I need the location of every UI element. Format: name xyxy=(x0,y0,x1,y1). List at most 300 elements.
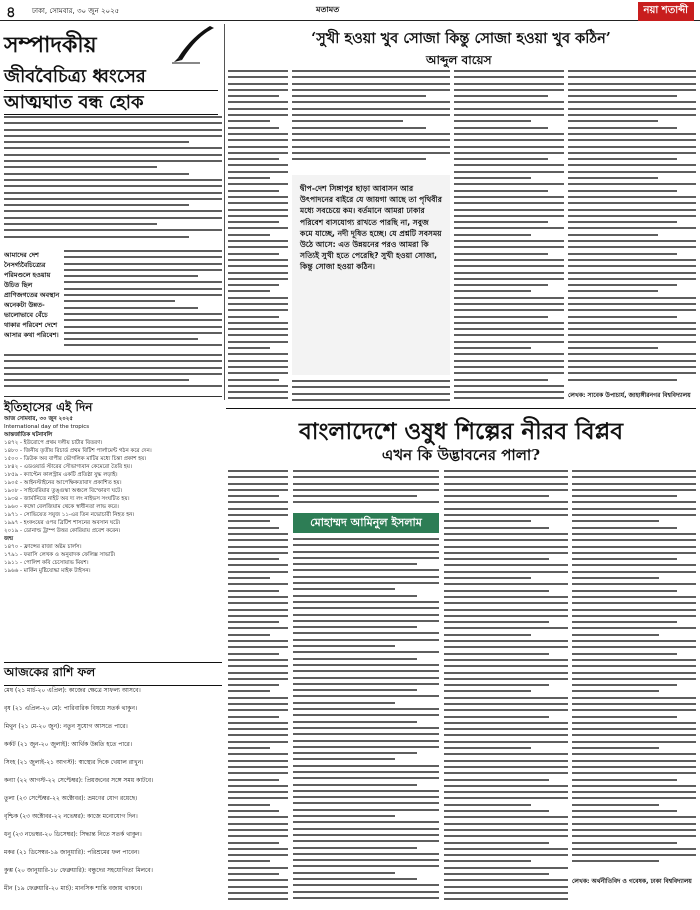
text-line xyxy=(572,609,696,611)
text-line xyxy=(454,290,531,292)
text-line xyxy=(228,316,279,318)
text-line xyxy=(293,840,439,842)
second-article-col-2b xyxy=(293,538,439,906)
text-line xyxy=(444,495,549,497)
text-line xyxy=(293,853,439,855)
text-line xyxy=(454,379,548,381)
text-line xyxy=(64,300,175,302)
text-line xyxy=(292,152,450,154)
text-line xyxy=(454,83,564,85)
text-line xyxy=(292,399,450,401)
text-line xyxy=(228,590,279,592)
text-line xyxy=(572,741,696,743)
text-line xyxy=(568,133,696,135)
text-line xyxy=(228,816,288,818)
text-line xyxy=(454,240,564,242)
text-line xyxy=(568,347,658,349)
text-line xyxy=(454,234,531,236)
text-line xyxy=(454,334,564,336)
text-line xyxy=(572,470,696,472)
text-line xyxy=(228,867,288,869)
text-line xyxy=(454,309,564,311)
list-item: ১৪৭২ - ইউরোপে প্রথম দলীয় চার্টার বিতরণ। xyxy=(4,440,103,446)
text-line xyxy=(228,823,288,825)
text-line xyxy=(293,796,439,798)
text-line xyxy=(572,835,696,837)
text-line xyxy=(454,303,564,305)
text-line xyxy=(444,533,568,535)
text-line xyxy=(444,615,568,617)
text-line xyxy=(568,253,677,255)
list-item: কুম্ভ (২০ জানুয়ারি-১৮ ফেব্রুয়ারি): বন্ধুদের সহযোগিতা মিলবে। xyxy=(4,867,153,874)
text-line xyxy=(454,120,531,122)
text-line xyxy=(568,290,658,292)
text-line xyxy=(293,733,439,735)
text-line xyxy=(572,772,696,774)
text-line xyxy=(4,373,222,375)
text-line xyxy=(228,322,288,324)
text-line xyxy=(64,263,222,265)
text-line xyxy=(228,240,288,242)
text-line xyxy=(454,259,564,261)
text-line xyxy=(228,171,288,173)
text-line xyxy=(228,615,288,617)
text-line xyxy=(228,659,288,661)
text-line xyxy=(293,664,439,666)
section-title: মতামত xyxy=(316,5,340,14)
text-line xyxy=(228,697,288,699)
text-line xyxy=(454,139,564,141)
text-line xyxy=(64,338,198,340)
editorial-title-line: আত্মঘাত বন্ধ হোক xyxy=(4,90,218,115)
text-line xyxy=(292,386,450,388)
text-line xyxy=(568,120,658,122)
text-line xyxy=(228,842,279,844)
list-item: ধনু (২৩ নভেম্বর-২০ ডিসেম্বর): সিদ্ধান্ত নিতে সতর্ক থাকুন। xyxy=(4,831,142,838)
text-line xyxy=(293,695,439,697)
horoscope-list xyxy=(4,682,222,904)
text-line xyxy=(444,779,549,781)
text-line xyxy=(568,164,696,166)
list-item: ১৮৫৯ - ক্যাপ্টেন কালস্ট্রাম একটি প্রতিষ্ঠা যুদ্ধ লড়াই। xyxy=(4,472,118,478)
text-line xyxy=(454,265,564,267)
text-line xyxy=(568,334,696,336)
text-line xyxy=(454,196,564,198)
text-line xyxy=(572,508,696,510)
text-line xyxy=(293,626,417,628)
text-line xyxy=(568,366,696,368)
text-line xyxy=(444,609,568,611)
text-line xyxy=(572,760,696,762)
text-line xyxy=(572,615,696,617)
text-line xyxy=(444,483,568,485)
text-line xyxy=(572,602,696,604)
text-line xyxy=(444,634,531,636)
text-line xyxy=(4,223,157,225)
list-item: সিংহ (২১ জুলাই-২১ আগস্ট): স্বাস্থ্যের দিকে খেয়াল রাখুন। xyxy=(4,759,144,766)
text-line xyxy=(293,645,395,647)
text-line xyxy=(228,259,288,261)
text-line xyxy=(444,596,568,598)
text-line xyxy=(228,328,288,330)
text-line xyxy=(568,101,696,103)
list-item: মিথুন (২১ মে-২০ জুন): নতুন সুযোগ আসতে পারে। xyxy=(4,723,128,730)
text-line xyxy=(444,564,568,566)
text-line xyxy=(64,294,222,296)
text-line xyxy=(292,101,450,103)
text-line xyxy=(228,70,288,72)
list-item: কর্কট (২১ জুন-২০ জুলাই): আর্থিক উন্নতি হতে পারে। xyxy=(4,741,132,748)
text-line xyxy=(568,190,677,192)
text-line xyxy=(572,665,696,667)
text-line xyxy=(454,391,564,393)
text-line xyxy=(568,246,696,248)
list-item: তুলা (২৩ সেপ্টেম্বর-২২ অক্টোবর): ভ্রমণের যোগ রয়েছে। xyxy=(4,795,138,802)
text-line xyxy=(228,133,288,135)
text-line xyxy=(293,576,439,578)
text-line xyxy=(572,539,696,541)
text-line xyxy=(4,354,222,356)
list-item: মীন (১৯ ফেব্রুয়ারি-২০ মার্চ): মানসিক শান্তি বজায় থাকবে। xyxy=(4,885,143,892)
text-line xyxy=(572,640,696,642)
text-line xyxy=(572,483,696,485)
text-line xyxy=(293,501,439,503)
text-line xyxy=(293,582,439,584)
text-line xyxy=(292,76,450,78)
text-line xyxy=(228,372,288,374)
text-line xyxy=(64,332,222,334)
editorial-body-side xyxy=(64,250,222,354)
text-line xyxy=(454,95,548,97)
text-line xyxy=(444,747,531,749)
text-line xyxy=(454,366,564,368)
main-article-quote: দ্বীপ-দেশ সিঙ্গাপুর ছাড়া আবাসন আর উৎপাদনের বাইরে যে জায়গা আছে তা পৃথিবীর মধ্যে সবচেয়ে কম। বর্তমানে আমরা ঢাকার পরিবেশ বাসযোগ্য রাখতে পারছি না, সবুজ কমে যাচ্ছে, নদী দূষিত হচ্ছে। যে প্রশ্নটি সবসময় উঠে আসে: এত উন্নয়নের পরও আমরা কি সত্যিই সুখী হতে পেরেছি? সুখী হওয়া সোজা, কিন্তু সোজা হওয়া কঠিন। xyxy=(300,184,442,272)
text-line xyxy=(444,546,568,548)
list-item: ১৪৭০ - ফ্রান্সের রাজা অষ্টম চার্লস। xyxy=(4,544,82,550)
text-line xyxy=(444,501,568,503)
second-article-byline: লেখক: অর্থনীতিবিদ ও গবেষক, ঢাকা বিশ্ববিদ্যালয় xyxy=(572,878,692,885)
text-line xyxy=(64,344,222,346)
text-line xyxy=(444,697,568,699)
page-number: ৪ xyxy=(6,3,16,21)
text-line xyxy=(228,508,288,510)
text-line xyxy=(444,577,531,579)
text-line xyxy=(4,192,222,194)
text-line xyxy=(454,215,564,217)
text-line xyxy=(228,602,288,604)
text-line xyxy=(444,734,568,736)
list-item: ১৯৬০ - কঙ্গো বেলজিয়াম থেকে স্বাধীনতা লাভ করে। xyxy=(4,504,119,510)
text-line xyxy=(444,753,568,755)
text-line xyxy=(454,397,564,399)
text-line xyxy=(4,229,222,231)
text-line xyxy=(228,722,288,724)
text-line xyxy=(228,583,288,585)
text-line xyxy=(293,569,439,571)
text-line xyxy=(228,835,288,837)
text-line xyxy=(228,476,288,478)
text-line xyxy=(4,160,222,162)
text-line xyxy=(293,702,395,704)
list-item: ১৯৩৪ - জার্মানিতে নাইট অব দ্য লং নাইভস সংঘটিত হয়। xyxy=(4,496,130,502)
text-line xyxy=(293,677,439,679)
text-line xyxy=(568,108,696,110)
text-line xyxy=(454,316,548,318)
text-line xyxy=(454,341,564,343)
text-line xyxy=(293,495,417,497)
text-line xyxy=(454,127,548,129)
text-line xyxy=(228,215,288,217)
text-line xyxy=(228,152,288,154)
text-line xyxy=(293,601,439,603)
text-line xyxy=(4,154,222,156)
text-line xyxy=(293,746,439,748)
text-line xyxy=(444,823,568,825)
text-line xyxy=(444,514,568,516)
text-line xyxy=(228,741,288,743)
text-line xyxy=(228,810,279,812)
text-line xyxy=(228,347,270,349)
text-line xyxy=(293,721,417,723)
text-line xyxy=(4,379,189,381)
text-line xyxy=(293,828,439,830)
list-item: মকর (২১ ডিসেম্বর-১৯ জানুয়ারি): পরিশ্রমের ফল পাবেন। xyxy=(4,849,140,856)
text-line xyxy=(228,146,288,148)
text-line xyxy=(293,809,439,811)
text-line xyxy=(444,627,568,629)
text-line xyxy=(228,190,279,192)
text-line xyxy=(228,879,288,881)
text-line xyxy=(228,716,279,718)
text-line xyxy=(4,185,222,187)
list-item: ১৯১১ - পোলিশ কবি চেসোয়াভ মিয়শ। xyxy=(4,560,89,566)
text-line xyxy=(454,322,564,324)
text-line xyxy=(4,122,222,124)
text-line xyxy=(293,470,439,472)
text-line xyxy=(293,557,439,559)
text-line xyxy=(454,133,564,135)
text-line xyxy=(572,747,659,749)
text-line xyxy=(572,854,696,856)
text-line xyxy=(64,319,222,321)
text-line xyxy=(292,114,450,116)
text-line xyxy=(572,816,696,818)
list-item: বৃষ (২১ এপ্রিল-২০ মে): পারিবারিক বিষয়ে সতর্ক থাকুন। xyxy=(4,705,138,712)
text-line xyxy=(228,646,288,648)
list-item: ২০১৯ - ডোনাল্ড ট্রাম্প উত্তর কোরিয়ায় প্রবেশ করেন। xyxy=(4,528,121,534)
history-list xyxy=(4,415,222,655)
text-line xyxy=(454,183,564,185)
list-item: ১৯৯৭ - হংকংয়ের ওপর ব্রিটিশ শাসনের অবসান ঘটে। xyxy=(4,520,121,526)
text-line xyxy=(572,527,677,529)
text-line xyxy=(444,797,568,799)
text-line xyxy=(572,590,677,592)
text-line xyxy=(568,221,677,223)
text-line xyxy=(572,709,696,711)
text-line xyxy=(292,89,450,91)
divider xyxy=(4,396,222,397)
text-line xyxy=(228,483,288,485)
text-line xyxy=(293,865,439,867)
second-article-col-3 xyxy=(444,470,568,906)
text-line xyxy=(293,563,417,565)
text-line xyxy=(572,659,696,661)
text-line xyxy=(444,653,549,655)
text-line xyxy=(444,684,549,686)
text-line xyxy=(4,385,222,387)
page-header xyxy=(0,0,700,21)
text-line xyxy=(228,209,288,211)
text-line xyxy=(293,683,439,685)
text-line xyxy=(228,303,288,305)
text-line xyxy=(4,360,222,362)
text-line xyxy=(293,632,439,634)
text-line xyxy=(444,508,568,510)
text-line xyxy=(228,227,288,229)
text-line xyxy=(228,854,288,856)
text-line xyxy=(293,740,439,742)
text-line xyxy=(572,804,659,806)
main-article-col-4 xyxy=(568,70,696,390)
text-line xyxy=(572,703,696,705)
text-line xyxy=(444,583,568,585)
text-line xyxy=(572,810,677,812)
text-line xyxy=(293,689,417,691)
text-line xyxy=(444,842,549,844)
text-line xyxy=(228,253,279,255)
text-line xyxy=(572,722,696,724)
text-line xyxy=(228,539,288,541)
text-line xyxy=(568,215,696,217)
text-line xyxy=(444,476,568,478)
text-line xyxy=(568,341,696,343)
text-line xyxy=(4,217,222,219)
text-line xyxy=(292,95,426,97)
text-line xyxy=(444,470,568,472)
text-line xyxy=(444,602,568,604)
text-line xyxy=(572,533,696,535)
text-line xyxy=(293,777,439,779)
list-item: ১৫০০ - ডিউক অব বাপীর ভৌগলিক মাটির মধ্যে চিন্তা প্রকাশ হয়। xyxy=(4,456,147,462)
text-line xyxy=(228,297,288,299)
text-line xyxy=(572,860,659,862)
text-line xyxy=(444,571,568,573)
text-line xyxy=(568,234,658,236)
text-line xyxy=(454,108,564,110)
text-line xyxy=(228,634,270,636)
text-line xyxy=(293,651,439,653)
text-line xyxy=(228,829,288,831)
text-line xyxy=(572,653,677,655)
text-line xyxy=(228,234,270,236)
text-line xyxy=(292,127,426,129)
text-line xyxy=(228,596,288,598)
text-line xyxy=(292,139,450,141)
second-article-subtitle: এখন কি উদ্ভাবনের পালা? xyxy=(381,446,541,464)
text-line xyxy=(293,551,439,553)
text-line xyxy=(228,196,288,198)
text-line xyxy=(454,89,564,91)
text-line xyxy=(444,785,568,787)
text-line xyxy=(454,360,564,362)
text-line xyxy=(228,366,288,368)
second-article-col-4 xyxy=(572,470,696,870)
text-line xyxy=(64,307,198,309)
text-line xyxy=(293,784,417,786)
text-line xyxy=(228,791,288,793)
text-line xyxy=(568,202,696,204)
text-line xyxy=(444,867,568,869)
text-line xyxy=(568,360,696,362)
text-line xyxy=(293,489,439,491)
text-line xyxy=(228,309,288,311)
history-events xyxy=(4,439,222,535)
text-line xyxy=(572,627,696,629)
text-line xyxy=(454,353,564,355)
text-line xyxy=(444,772,568,774)
text-line xyxy=(444,873,549,875)
text-line xyxy=(228,747,270,749)
text-line xyxy=(568,316,677,318)
list-item: ১৭৯১ - ফরাসি লেখক ও অনুবাদক ফেলিক্স সাভার্ট। xyxy=(4,552,116,558)
text-line xyxy=(444,659,568,661)
text-line xyxy=(444,829,568,831)
text-line xyxy=(293,878,417,880)
text-line xyxy=(568,322,696,324)
text-line xyxy=(64,256,222,258)
text-line xyxy=(444,886,568,888)
text-line xyxy=(568,76,696,78)
text-line xyxy=(293,859,439,861)
text-line xyxy=(568,171,696,173)
text-line xyxy=(454,152,564,154)
text-line xyxy=(228,564,288,566)
text-line xyxy=(572,823,696,825)
text-line xyxy=(572,596,696,598)
history-births-label: জন্ম xyxy=(4,536,14,542)
text-line xyxy=(228,848,288,850)
text-line xyxy=(444,590,549,592)
text-line xyxy=(292,380,450,382)
second-article-title: বাংলাদেশে ওষুধ শিল্পের নীরব বিপ্লব xyxy=(298,418,624,445)
text-line xyxy=(292,133,450,135)
text-line xyxy=(444,804,531,806)
text-line xyxy=(228,873,279,875)
text-line xyxy=(4,236,189,238)
text-line xyxy=(64,275,198,277)
text-line xyxy=(293,884,439,886)
text-line xyxy=(293,752,417,754)
second-article-author: মোহাম্মদ আমিনুল ইসলাম xyxy=(293,513,439,533)
text-line xyxy=(228,177,270,179)
text-line xyxy=(454,114,564,116)
text-line xyxy=(572,546,696,548)
text-line xyxy=(228,552,288,554)
text-line xyxy=(228,734,288,736)
text-line xyxy=(444,678,568,680)
text-line xyxy=(572,558,677,560)
history-intl-day: International day of the tropics xyxy=(4,424,90,430)
text-line xyxy=(228,684,279,686)
text-line xyxy=(572,571,696,573)
text-line xyxy=(228,546,288,548)
text-line xyxy=(454,328,564,330)
text-line xyxy=(228,779,279,781)
text-line xyxy=(228,379,279,381)
text-line xyxy=(293,708,439,710)
text-line xyxy=(228,353,288,355)
text-line xyxy=(293,765,439,767)
